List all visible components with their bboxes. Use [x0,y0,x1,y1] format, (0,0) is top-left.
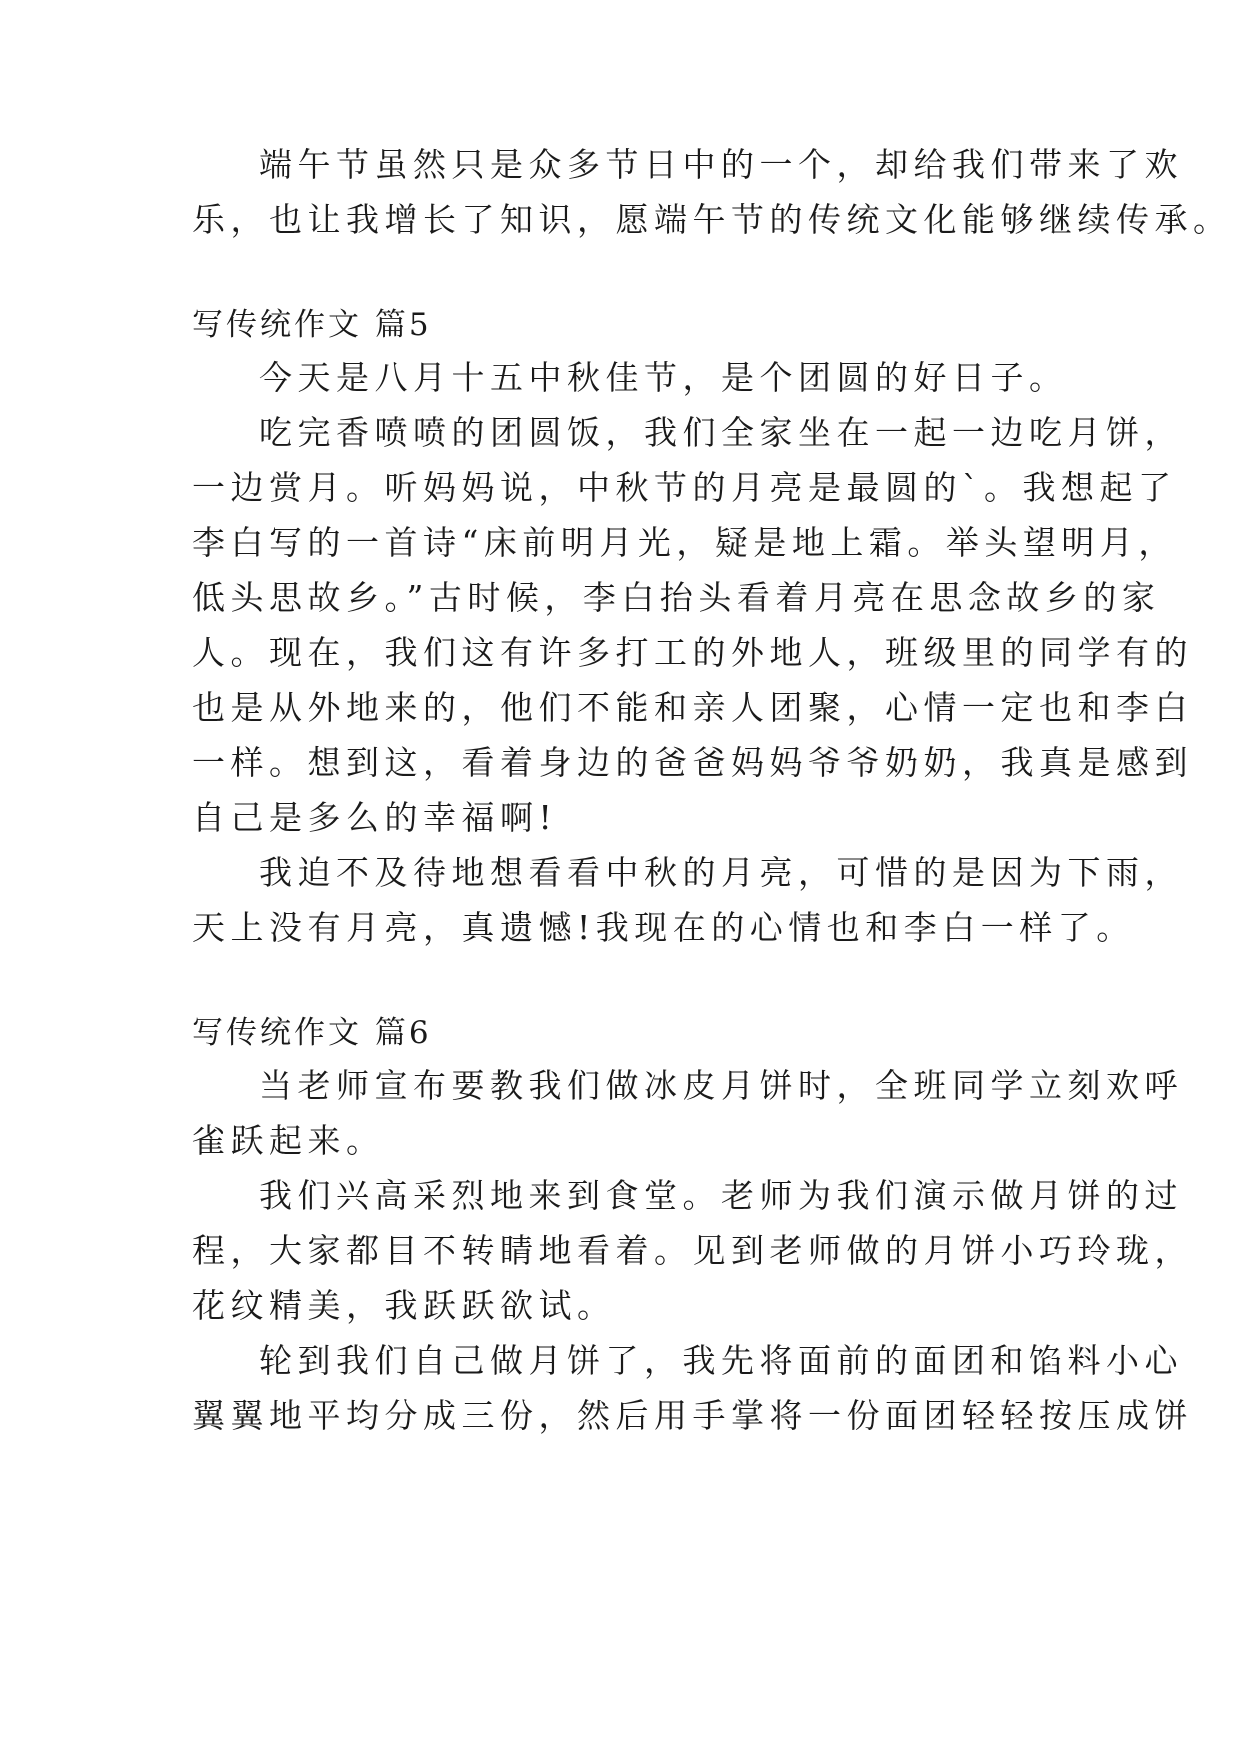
paragraph-line: 我们兴高采烈地来到食堂。老师为我们演示做月饼的过 [259,1176,1183,1215]
paragraph-line: 一样。想到这，看着身边的爸爸妈妈爷爷奶奶，我真是感到 [192,743,1193,782]
paragraph-line: 今天是八月十五中秋佳节，是个团圆的好日子。 [259,358,1068,397]
paragraph-line: 李白写的一首诗“床前明月光，疑是地上霜。举头望明月， [192,523,1177,562]
paragraph-line: 我迫不及待地想看看中秋的月亮，可惜的是因为下雨， [259,853,1183,892]
paragraph-line: 端午节虽然只是众多节日中的一个，却给我们带来了欢 [259,145,1183,184]
paragraph-line: 翼翼地平均分成三份，然后用手掌将一份面团轻轻按压成饼 [192,1396,1193,1435]
paragraph-line: 也是从外地来的，他们不能和亲人团聚，心情一定也和李白 [192,688,1193,727]
paragraph-line: 低头思故乡。”古时候，李白抬头看着月亮在思念故乡的家 [192,578,1161,617]
paragraph-line: 程，大家都目不转睛地看着。见到老师做的月饼小巧玲珑， [192,1231,1193,1270]
paragraph-line: 当老师宣布要教我们做冰皮月饼时，全班同学立刻欢呼 [259,1066,1183,1105]
paragraph-line: 雀跃起来。 [192,1121,385,1160]
section-heading: 写传统作文 篇6 [192,1015,432,1051]
paragraph-line: 天上没有月亮，真遗憾!我现在的心情也和李白一样了。 [192,908,1135,947]
paragraph-line: 乐，也让我增长了知识，愿端午节的传统文化能够继续传承。 [192,200,1232,239]
paragraph-line: 吃完香喷喷的团圆饭，我们全家坐在一起一边吃月饼， [259,413,1183,452]
paragraph-line: 轮到我们自己做月饼了，我先将面前的面团和馅料小心 [259,1341,1183,1380]
paragraph-line: 自己是多么的幸福啊! [192,798,558,837]
section-heading: 写传统作文 篇5 [192,307,432,343]
paragraph-line: 一边赏月。听妈妈说，中秋节的月亮是最圆的`。我想起了 [192,468,1177,507]
paragraph-line: 花纹精美，我跃跃欲试。 [192,1286,616,1325]
paragraph-line: 人。现在，我们这有许多打工的外地人，班级里的同学有的 [192,633,1193,672]
